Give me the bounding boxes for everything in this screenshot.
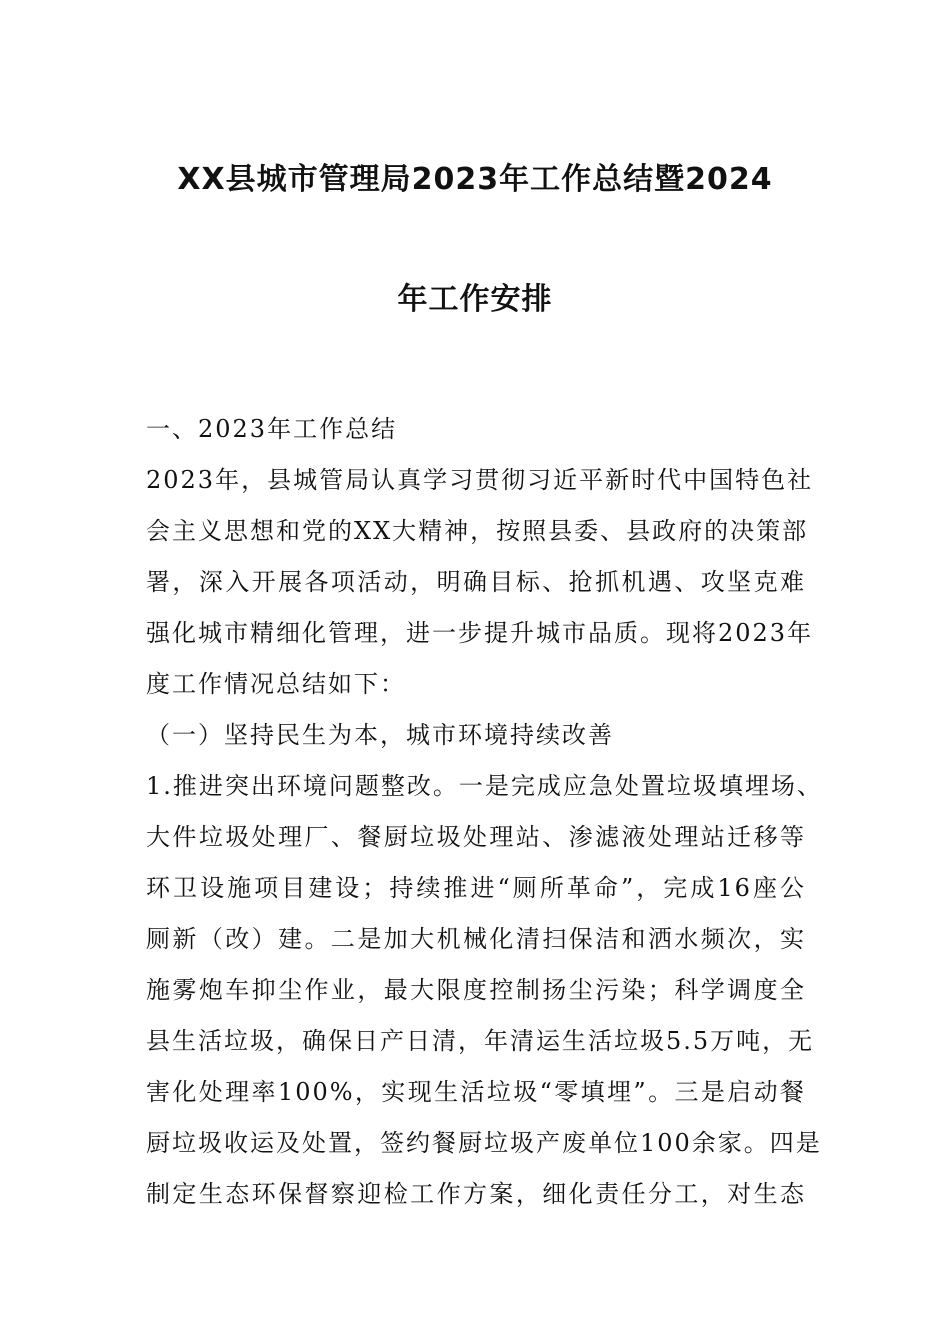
- body-line: 一、2023年工作总结: [146, 415, 398, 443]
- body-line: （一）坚持民生为本，城市环境持续改善: [146, 721, 614, 749]
- body-line: 2023年，县城管局认真学习贯彻习近平新时代中国特色社: [146, 466, 814, 494]
- body-line: 制定生态环保督察迎检工作方案，细化责任分工，对生态: [146, 1180, 806, 1208]
- body-line: 会主义思想和党的XX大精神，按照县委、县政府的决策部: [146, 517, 809, 545]
- body-line: 大件垃圾处理厂、餐厨垃圾处理站、渗滤液处理站迁移等: [146, 823, 806, 851]
- body-line: 度工作情况总结如下：: [146, 670, 406, 698]
- document-body: [146, 404, 823, 1220]
- body-line: 厕新（改）建。二是加大机械化清扫保洁和洒水频次，实: [146, 925, 806, 953]
- document-title-line-1: XX县城市管理局2023年工作总结暨2024: [177, 162, 773, 197]
- body-line: 强化城市精细化管理，进一步提升城市品质。现将2023年: [146, 619, 814, 647]
- body-line: 县生活垃圾，确保日产日清，年清运生活垃圾5.5万吨，无: [146, 1027, 815, 1055]
- body-line: 施雾炮车抑尘作业，最大限度控制扬尘污染；科学调度全: [146, 976, 806, 1004]
- body-line: 1.推进突出环境问题整改。一是完成应急处置垃圾填埋场、: [146, 772, 823, 800]
- document-title-line-2: 年工作安排: [397, 282, 553, 317]
- body-line: 署，深入开展各项活动，明确目标、抢抓机遇、攻坚克难: [146, 568, 806, 596]
- body-line: 害化处理率100%，实现生活垃圾“零填埋”。三是启动餐: [146, 1078, 806, 1106]
- body-line: 环卫设施项目建设；持续推进“厕所革命”，完成16座公: [146, 874, 806, 902]
- body-line: 厨垃圾收运及处置，签约餐厨垃圾产废单位100余家。四是: [146, 1129, 822, 1157]
